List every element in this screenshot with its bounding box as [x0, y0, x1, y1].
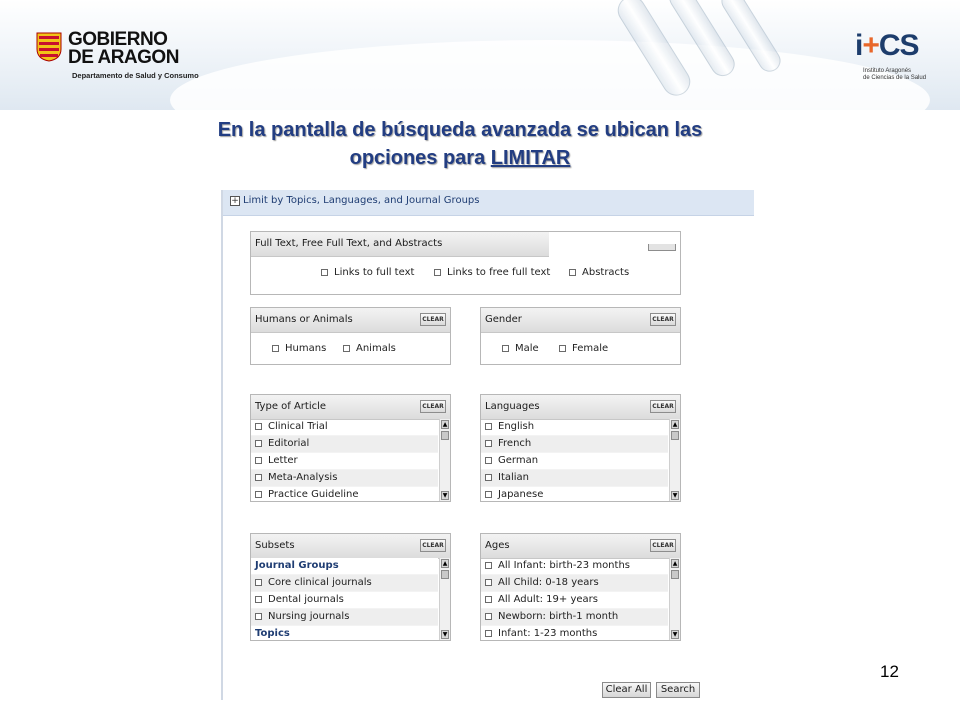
languages-clear-button[interactable]: CLEAR — [650, 400, 676, 413]
list-item[interactable] — [251, 609, 438, 626]
logo-subtitle: Departamento de Salud y Consumo — [72, 71, 199, 80]
list-item-label: Italian — [498, 472, 530, 483]
gender-header — [481, 308, 680, 333]
checkbox[interactable] — [343, 345, 350, 352]
ages-title: Ages — [485, 540, 510, 551]
list-item-label: Clinical Trial — [268, 421, 328, 432]
option-label: Male — [515, 343, 539, 354]
gender-title: Gender — [485, 314, 522, 325]
gobierno-aragon-logo — [36, 28, 216, 88]
gender-panel — [480, 307, 681, 365]
option-label: Animals — [356, 343, 396, 354]
iacs-logo-mark — [855, 30, 919, 62]
languages-header — [481, 395, 680, 420]
list-item[interactable] — [481, 592, 668, 609]
search-button[interactable]: Search — [656, 682, 700, 698]
list-item[interactable] — [481, 626, 668, 640]
scroll-up-icon[interactable]: ▲ — [672, 560, 678, 567]
list-item[interactable] — [481, 436, 668, 453]
iacs-mark-i: i — [855, 29, 863, 62]
checkbox[interactable] — [255, 457, 262, 464]
list-item-label: Newborn: birth-1 month — [498, 611, 619, 622]
list-item-label: Meta-Analysis — [268, 472, 338, 483]
checkbox[interactable] — [255, 491, 262, 498]
list-group-heading: Topics — [251, 626, 438, 640]
subsets-header — [251, 534, 450, 559]
limit-section-header[interactable] — [223, 190, 754, 216]
list-item[interactable] — [481, 558, 668, 575]
fulltext-option-links[interactable] — [321, 267, 414, 278]
iacs-mark-cs: CS — [878, 29, 919, 62]
scroll-thumb[interactable] — [441, 570, 449, 579]
iacs-subtitle-line1: Instituto Aragonés — [863, 68, 912, 74]
fulltext-panel-header — [251, 232, 549, 257]
option-label: Links to free full text — [447, 267, 551, 278]
fulltext-panel-clear-stub[interactable] — [648, 244, 676, 251]
humans-animals-clear-button[interactable]: CLEAR — [420, 313, 446, 326]
checkbox[interactable] — [272, 345, 279, 352]
type-of-article-title: Type of Article — [255, 401, 327, 412]
type-of-article-list — [251, 419, 438, 501]
checkbox[interactable] — [485, 613, 492, 620]
checkbox[interactable] — [485, 474, 492, 481]
ages-list — [481, 558, 668, 640]
logo-text-line1: GOBIERNO — [68, 29, 168, 50]
option-female[interactable] — [559, 343, 608, 354]
languages-scrollbar[interactable] — [669, 419, 680, 501]
list-item[interactable] — [481, 609, 668, 626]
languages-panel — [480, 394, 681, 502]
iacs-subtitle-line2: de Ciencias de la Salud — [863, 75, 927, 81]
list-item[interactable] — [251, 436, 438, 453]
ages-scrollbar[interactable] — [669, 558, 680, 640]
languages-title: Languages — [485, 401, 540, 412]
checkbox[interactable] — [321, 269, 328, 276]
checkbox[interactable] — [485, 579, 492, 586]
option-male[interactable] — [502, 343, 539, 354]
ages-clear-button[interactable]: CLEAR — [650, 539, 676, 552]
fulltext-panel — [250, 231, 681, 295]
slide-title-line2 — [130, 144, 790, 172]
list-item-label: German — [498, 455, 539, 466]
checkbox[interactable] — [569, 269, 576, 276]
checkbox[interactable] — [559, 345, 566, 352]
list-item[interactable] — [251, 453, 438, 470]
list-item[interactable] — [251, 487, 438, 501]
list-item[interactable] — [251, 419, 438, 436]
list-item-label: Infant: 1-23 months — [498, 628, 598, 639]
checkbox[interactable] — [485, 562, 492, 569]
subsets-list — [251, 558, 438, 640]
list-item[interactable] — [481, 470, 668, 487]
list-item-label: English — [498, 421, 535, 432]
scroll-down-icon[interactable]: ▼ — [672, 631, 678, 638]
list-item-label: Japanese — [498, 489, 544, 500]
logo-text-line2: DE ARAGON — [68, 47, 179, 68]
list-group-heading: Journal Groups — [251, 558, 438, 575]
slide-title-line2-prefix: opciones para — [349, 147, 491, 169]
clear-all-button[interactable]: Clear All — [602, 682, 651, 698]
option-animals[interactable] — [343, 343, 396, 354]
checkbox[interactable] — [485, 457, 492, 464]
pubmed-limits-screenshot — [221, 190, 754, 700]
option-label: Female — [572, 343, 609, 354]
list-item-label: All Infant: birth-23 months — [498, 560, 630, 571]
list-item[interactable] — [481, 419, 668, 436]
option-label: Humans — [285, 343, 327, 354]
list-item-label: Letter — [268, 455, 298, 466]
scroll-down-icon[interactable]: ▼ — [442, 492, 448, 499]
subsets-clear-button[interactable]: CLEAR — [420, 539, 446, 552]
list-item-label: French — [498, 438, 532, 449]
checkbox[interactable] — [255, 423, 262, 430]
type-of-article-panel — [250, 394, 451, 502]
checkbox[interactable] — [485, 440, 492, 447]
fulltext-option-free-links[interactable] — [434, 267, 550, 278]
subsets-scrollbar[interactable] — [439, 558, 450, 640]
scroll-thumb[interactable] — [671, 570, 679, 579]
slide-title-line1: En la pantalla de búsqueda avanzada se ubican las — [217, 119, 703, 141]
type-of-article-clear-button[interactable]: CLEAR — [420, 400, 446, 413]
scroll-down-icon[interactable]: ▼ — [442, 631, 448, 638]
scroll-up-icon[interactable]: ▲ — [442, 560, 448, 567]
checkbox[interactable] — [255, 474, 262, 481]
list-item-label: Editorial — [268, 438, 310, 449]
subsets-panel — [250, 533, 451, 641]
ages-panel — [480, 533, 681, 641]
iacs-logo-subtitle — [863, 68, 926, 82]
page-number: 12 — [880, 662, 899, 681]
list-item[interactable] — [251, 470, 438, 487]
header-swoosh — [170, 40, 930, 110]
fulltext-panel-title: Full Text, Free Full Text, and Abstracts — [255, 238, 443, 249]
humans-animals-title: Humans or Animals — [255, 314, 353, 325]
list-item-label: Practice Guideline — [268, 489, 359, 500]
fulltext-option-abstracts[interactable] — [569, 267, 629, 278]
list-item[interactable] — [481, 575, 668, 592]
languages-list — [481, 419, 668, 501]
slide-title-emphasis: LIMITAR — [490, 147, 571, 169]
slide-title — [130, 116, 790, 172]
checkbox[interactable] — [255, 596, 262, 603]
checkbox[interactable] — [434, 269, 441, 276]
list-item[interactable] — [251, 575, 438, 592]
scroll-up-icon[interactable]: ▲ — [672, 421, 678, 428]
checkbox[interactable] — [502, 345, 509, 352]
checkbox[interactable] — [255, 613, 262, 620]
iacs-logo — [855, 30, 945, 90]
scroll-up-icon[interactable]: ▲ — [442, 421, 448, 428]
type-of-article-scrollbar[interactable] — [439, 419, 450, 501]
expand-plus-icon[interactable]: + — [231, 196, 239, 206]
humans-animals-panel — [250, 307, 451, 365]
list-item-label: All Adult: 19+ years — [498, 594, 598, 605]
type-of-article-header — [251, 395, 450, 420]
list-item[interactable] — [481, 487, 668, 501]
list-item-label: Nursing journals — [268, 611, 350, 622]
list-item-label: All Child: 0-18 years — [498, 577, 599, 588]
ages-header — [481, 534, 680, 559]
humans-animals-header — [251, 308, 450, 333]
option-label: Links to full text — [334, 267, 415, 278]
list-item-label: Core clinical journals — [268, 577, 372, 588]
list-item[interactable] — [251, 592, 438, 609]
iacs-mark-plus: + — [862, 29, 879, 62]
option-label: Abstracts — [582, 267, 630, 278]
list-item[interactable] — [481, 453, 668, 470]
list-item-label: Dental journals — [268, 594, 344, 605]
checkbox[interactable] — [255, 579, 262, 586]
scroll-down-icon[interactable]: ▼ — [672, 492, 678, 499]
checkbox[interactable] — [485, 423, 492, 430]
scroll-thumb[interactable] — [671, 431, 679, 440]
option-humans[interactable] — [272, 343, 326, 354]
checkbox[interactable] — [485, 630, 492, 637]
gender-clear-button[interactable]: CLEAR — [650, 313, 676, 326]
subsets-title: Subsets — [255, 540, 295, 551]
checkbox[interactable] — [485, 491, 492, 498]
limit-section-title: Limit by Topics, Languages, and Journal Groups — [243, 195, 480, 206]
scroll-thumb[interactable] — [441, 431, 449, 440]
aragon-shield-icon — [36, 32, 62, 62]
checkbox[interactable] — [255, 440, 262, 447]
checkbox[interactable] — [485, 596, 492, 603]
